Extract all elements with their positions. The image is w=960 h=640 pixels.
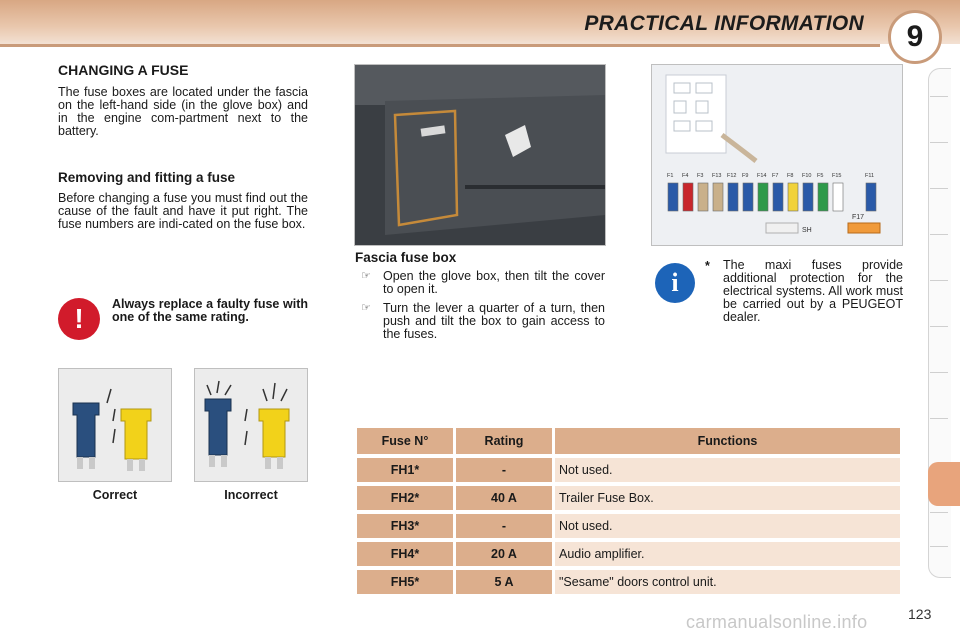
- fuse-label: F12: [727, 173, 737, 179]
- cell-function: Not used.: [555, 514, 900, 538]
- fuse-slot: [743, 183, 753, 211]
- maxi-fuse-note: The maxi fuses provide additional protection for the electrical systems. All work must be carried out by a PEUGEOT dealer.: [723, 258, 903, 324]
- fuse-slot: [728, 183, 738, 211]
- fuse-label: F3: [697, 173, 704, 179]
- fascia-fuse-box-heading: Fascia fuse box: [355, 250, 457, 265]
- fuse-slot: [803, 183, 813, 211]
- cell-function: "Sesame" doors control unit.: [555, 570, 900, 594]
- tab-divider: [930, 418, 948, 419]
- cell-fuse: FH3*: [357, 514, 453, 538]
- table-row: [357, 458, 900, 482]
- fuse-slot: [683, 183, 693, 211]
- fuse-label: F14: [757, 173, 767, 179]
- table-row: [357, 542, 900, 566]
- page-number: 123: [908, 606, 932, 622]
- cell-rating: 40 A: [456, 486, 552, 510]
- incorrect-fuse-image: [194, 368, 308, 482]
- fuse-label: F15: [832, 173, 842, 179]
- sub-heading: Removing and fitting a fuse: [58, 170, 236, 185]
- pointing-hand-icon: ☞: [361, 302, 371, 314]
- caption-incorrect: Incorrect: [224, 488, 278, 502]
- section-heading: CHANGING A FUSE: [58, 62, 189, 78]
- tab-divider: [930, 142, 948, 143]
- fuse-slot: [758, 183, 768, 211]
- table-row: [357, 570, 900, 594]
- fuse-label: F4: [682, 173, 689, 179]
- cell-rating: -: [456, 514, 552, 538]
- fuse-label: F10: [802, 173, 812, 179]
- list-item-text: Open the glove box, then tilt the cover to open it.: [383, 269, 605, 296]
- fuse-slot: [773, 183, 783, 211]
- glove-box-photo: [354, 64, 606, 246]
- cell-fuse: FH2*: [357, 486, 453, 510]
- pointing-hand-icon: ☞: [361, 270, 371, 282]
- cell-function: Not used.: [555, 458, 900, 482]
- fuse-label: F5: [817, 173, 824, 179]
- fuse-pair-illustration: [195, 369, 307, 481]
- diagram-label-f17: F17: [852, 214, 865, 221]
- diagram-code: SH: [802, 227, 812, 234]
- chapter-number-badge: 9: [888, 10, 942, 64]
- fuse-label: F7: [772, 173, 779, 179]
- cell-fuse: FH1*: [357, 458, 453, 482]
- cell-function: Trailer Fuse Box.: [555, 486, 900, 510]
- cell-fuse: FH4*: [357, 542, 453, 566]
- tab-divider: [930, 546, 948, 547]
- intro-paragraph: The fuse boxes are located under the fascia on the left-hand side (in the glove box) and in the engine com-partment next to the battery.: [58, 85, 308, 138]
- glove-box-illustration: [355, 65, 605, 245]
- fuse-label: F9: [742, 173, 749, 179]
- note-asterisk: *: [705, 259, 710, 273]
- table-header-row: [357, 428, 900, 454]
- column-header-rating: Rating: [456, 428, 552, 454]
- fuse-label: F13: [712, 173, 722, 179]
- exclamation-icon: !: [58, 298, 100, 340]
- instruction-list: [355, 270, 605, 347]
- warning-text: Always replace a faulty fuse with one of the same rating.: [112, 297, 308, 324]
- column-header-functions: Functions: [555, 428, 900, 454]
- tab-divider: [930, 188, 948, 189]
- list-item-text: Turn the lever a quarter of a turn, then push and tilt the box to gain access to the fuses.: [383, 301, 605, 341]
- cell-rating: 20 A: [456, 542, 552, 566]
- fuse-pair-illustration: [59, 369, 171, 481]
- page-title: PRACTICAL INFORMATION: [584, 12, 864, 35]
- fuse-slot: [713, 183, 723, 211]
- list-item: [355, 270, 605, 296]
- header-rule: [0, 44, 880, 47]
- fuse-label: F11: [865, 173, 875, 179]
- fuse-label: F8: [787, 173, 794, 179]
- fuse-slot: [698, 183, 708, 211]
- fuse-box-diagram: [651, 64, 903, 246]
- fuse-table: [354, 424, 903, 598]
- fuse-layout-illustration: [652, 65, 902, 245]
- tab-divider: [930, 96, 948, 97]
- table-row: [357, 514, 900, 538]
- fuse-slot: [818, 183, 828, 211]
- fuse-slot: [668, 183, 678, 211]
- table-row: [357, 486, 900, 510]
- fuse-slot: [833, 183, 843, 211]
- watermark: carmanualsonline.info: [686, 612, 868, 632]
- chapter-tab-active[interactable]: [928, 462, 960, 506]
- cell-fuse: FH5*: [357, 570, 453, 594]
- tab-divider: [930, 326, 948, 327]
- sub-paragraph: Before changing a fuse you must find out the cause of the fault and have it put right. The fuse numbers are indi-cated on the fuse box.: [58, 191, 308, 231]
- tab-divider: [930, 372, 948, 373]
- fuse-label: F1: [667, 173, 674, 179]
- correct-fuse-image: [58, 368, 172, 482]
- cell-rating: -: [456, 458, 552, 482]
- fuse-slot: [866, 183, 876, 211]
- info-icon: i: [655, 263, 695, 303]
- list-item: [355, 302, 605, 341]
- tab-divider: [930, 280, 948, 281]
- tab-divider: [930, 234, 948, 235]
- caption-correct: Correct: [92, 488, 138, 502]
- fuse-slot: [788, 183, 798, 211]
- column-header-fuse: Fuse N°: [357, 428, 453, 454]
- cell-function: Audio amplifier.: [555, 542, 900, 566]
- tab-divider: [930, 512, 948, 513]
- cell-rating: 5 A: [456, 570, 552, 594]
